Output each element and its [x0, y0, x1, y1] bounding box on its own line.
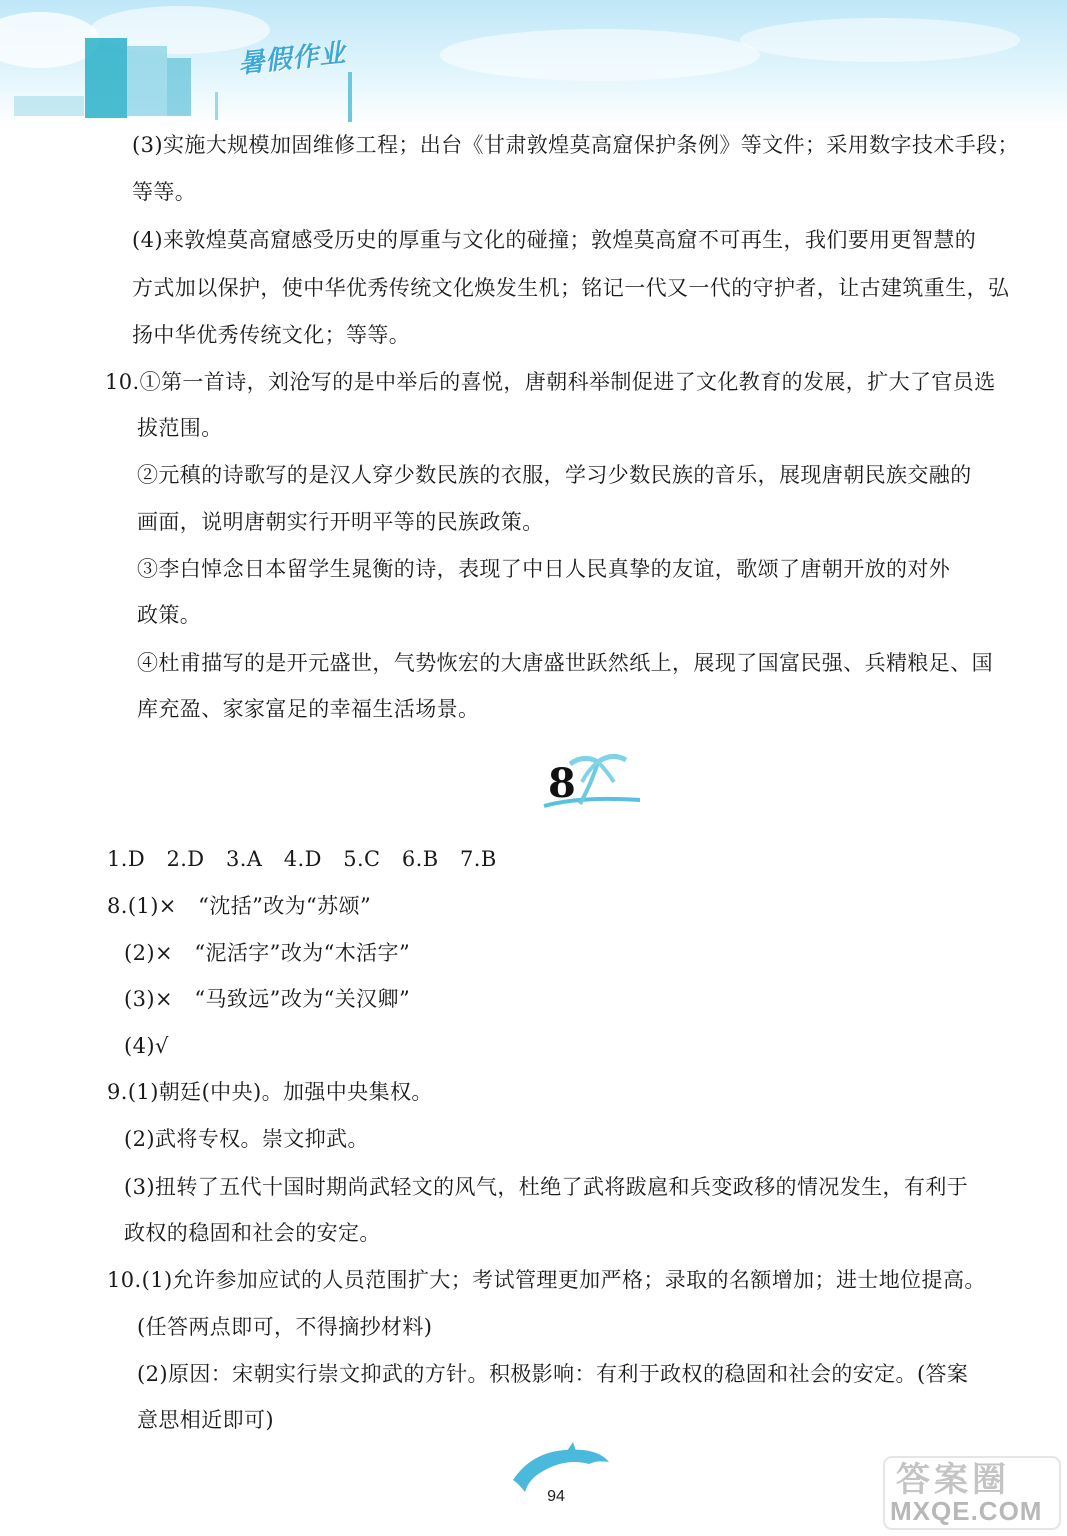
answer-line: 库充盈、家家富足的幸福生活场景。 — [137, 697, 480, 721]
answer-line: 意思相近即可) — [137, 1408, 274, 1432]
answer-line: 画面，说明唐朝实行开明平等的民族政策。 — [137, 510, 544, 534]
answer-line: (3)扭转了五代十国时期尚武轻文的风气，杜绝了武将跋扈和兵变政移的情况发生，有利于 — [124, 1175, 969, 1199]
header-title: 暑假作业 — [236, 38, 348, 80]
page-number: 94 — [547, 1488, 565, 1505]
page-header-banner — [0, 0, 1067, 125]
answer-line: (2)× “泥活字”改为“木活字” — [124, 941, 411, 965]
answer-line: 8.(1)× “沈括”改为“苏颂” — [107, 894, 372, 918]
answer-line: 1.D 2.D 3.A 4.D 5.C 6.B 7.B — [107, 847, 497, 871]
answer-line: (任答两点即可，不得摘抄材料) — [137, 1315, 433, 1339]
watermark-text-en: MXQE.COM — [890, 1496, 1043, 1526]
answer-line: ④杜甫描写的是开元盛世，气势恢宏的大唐盛世跃然纸上，展现了国富民强、兵精粮足、国 — [137, 651, 993, 675]
answer-line: 9.(1)朝廷(中央)。加强中央集权。 — [107, 1080, 433, 1104]
answer-line: 方式加以保护，使中华优秀传统文化焕发生机；铭记一代又一代的守护者，让古建筑重生，弘 — [132, 276, 1010, 300]
answer-line: ②元稹的诗歌写的是汉人穿少数民族的衣服，学习少数民族的音乐，展现唐朝民族交融的 — [137, 463, 972, 487]
answer-line: ③李白悼念日本留学生晁衡的诗，表现了中日人民真挚的友谊，歌颂了唐朝开放的对外 — [137, 557, 951, 581]
answer-line: 政权的稳固和社会的安定。 — [124, 1221, 381, 1245]
answer-line: 10.①第一首诗，刘沧写的是中举后的喜悦，唐朝科举制促进了文化教育的发展，扩大了官员选 — [105, 370, 996, 394]
answer-line: 10.(1)允许参加应试的人员范围扩大；考试管理更加严格；录取的名额增加；进士地位提高。 — [107, 1268, 986, 1292]
answer-line: (4)√ — [124, 1034, 169, 1058]
section-number: 8 — [548, 760, 576, 807]
header-decoration — [0, 0, 1067, 125]
answer-line: 等等。 — [132, 180, 197, 204]
answer-line: (4)来敦煌莫高窟感受历史的厚重与文化的碰撞；敦煌莫高窟不可再生，我们要用更智慧的 — [132, 228, 977, 252]
answer-line: 扬中华优秀传统文化；等等。 — [132, 323, 411, 347]
answer-line: (3)× “马致远”改为“关汉卿” — [124, 987, 411, 1011]
answer-line: (2)武将专权。崇文抑武。 — [124, 1127, 369, 1151]
answer-line: 拔范围。 — [137, 416, 223, 440]
watermark-text-cn: 答案圈 — [896, 1460, 1010, 1500]
answer-line: 政策。 — [137, 603, 202, 627]
answer-line: (2)原因：宋朝实行崇文抑武的方针。积极影响：有利于政权的稳固和社会的安定。(答案 — [137, 1362, 969, 1386]
answer-line: (3)实施大规模加固维修工程；出台《甘肃敦煌莫高窟保护条例》等文件；采用数字技术手段； — [132, 133, 1019, 157]
